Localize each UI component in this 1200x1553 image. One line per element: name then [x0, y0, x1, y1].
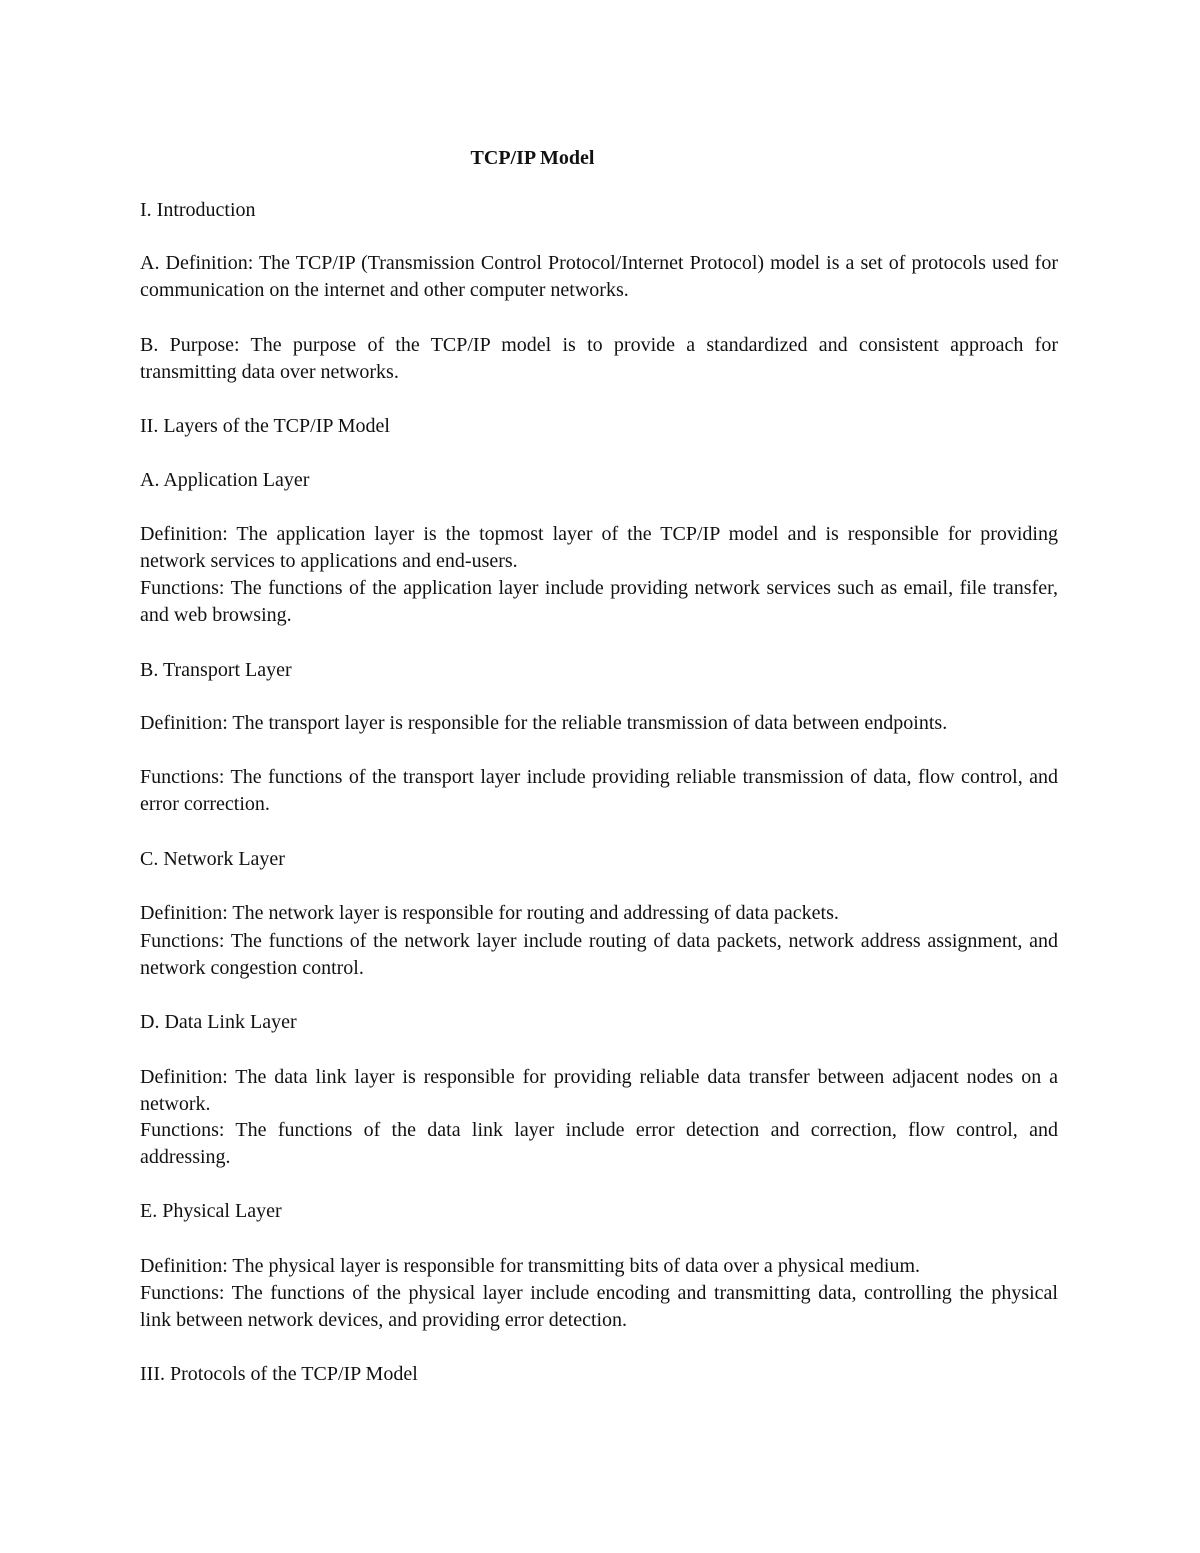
- layer-functions-physical: Functions: The functions of the physical layer include encoding and transmitting data, controlling the physical link between network devices, and providing error detection.: [140, 1282, 1058, 1331]
- layer-definition-network: Definition: The network layer is responsible for routing and addressing of data packets.: [140, 902, 839, 924]
- definition-paragraph: A. Definition: The TCP/IP (Transmission Control Protocol/Internet Protocol) model is a set of protocols used for communication on the internet and other computer networks.: [140, 252, 1058, 301]
- layer-definition-transport: Definition: The transport layer is responsible for the reliable transmission of data between endpoints.: [140, 712, 948, 734]
- layer-heading-data-link: D. Data Link Layer: [140, 1011, 297, 1033]
- layer-definition-physical: Definition: The physical layer is responsible for transmitting bits of data over a physical medium.: [140, 1255, 921, 1277]
- layer-functions-transport: Functions: The functions of the transport layer include providing reliable transmission of data, flow control, and error correction.: [140, 766, 1058, 815]
- layer-heading-physical: E. Physical Layer: [140, 1200, 282, 1222]
- layer-definition-data-link: Definition: The data link layer is responsible for providing reliable data transfer between adjacent nodes on a network.: [140, 1066, 1058, 1115]
- layer-functions-network: Functions: The functions of the network layer include routing of data packets, network address assignment, and network congestion control.: [140, 930, 1058, 979]
- layer-functions-data-link: Functions: The functions of the data link layer include error detection and correction, flow control, and addressing.: [140, 1119, 1058, 1168]
- purpose-paragraph: B. Purpose: The purpose of the TCP/IP model is to provide a standardized and consistent approach for transmitting data over networks.: [140, 334, 1058, 383]
- document-title: TCP/IP Model: [470, 147, 595, 169]
- layer-heading-network: C. Network Layer: [140, 848, 285, 870]
- section-heading-protocols: III. Protocols of the TCP/IP Model: [140, 1363, 418, 1385]
- layer-functions-application: Functions: The functions of the application layer include providing network services such as email, file transfer, and web browsing.: [140, 577, 1058, 626]
- document-page: [140, 0, 1060, 1553]
- layer-definition-application: Definition: The application layer is the topmost layer of the TCP/IP model and is responsible for providing network services to applications and end-users.: [140, 523, 1058, 572]
- layer-heading-transport: B. Transport Layer: [140, 659, 292, 681]
- section-heading-introduction: I. Introduction: [140, 199, 256, 221]
- section-heading-layers: II. Layers of the TCP/IP Model: [140, 415, 390, 437]
- layer-heading-application: A. Application Layer: [140, 469, 310, 491]
